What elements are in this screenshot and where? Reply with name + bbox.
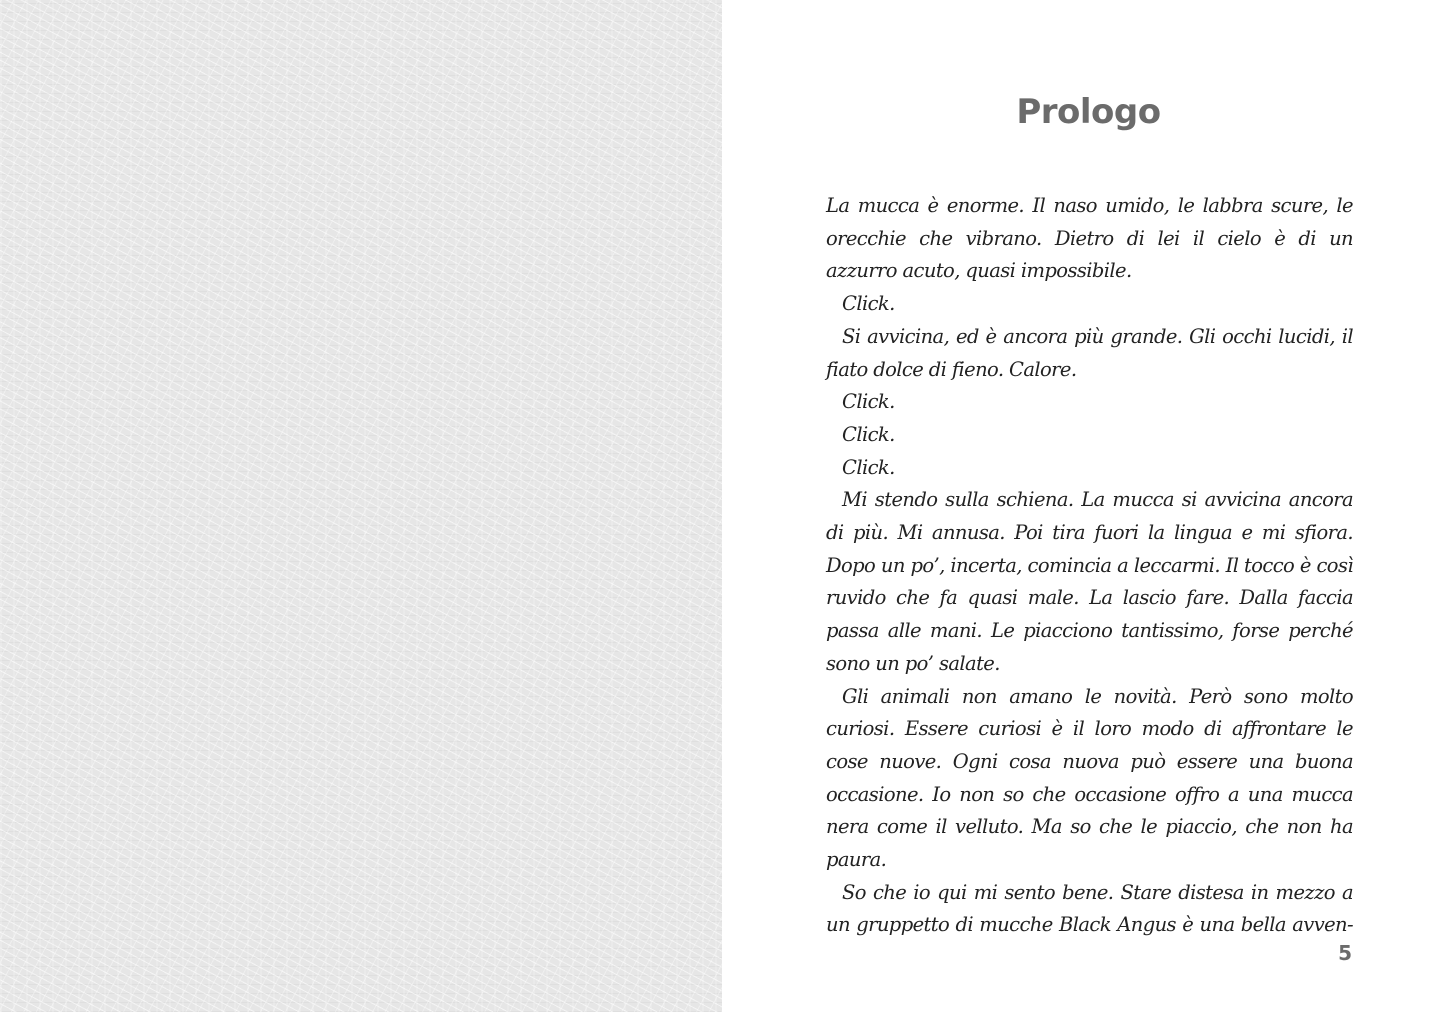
text-page (722, 0, 1445, 1012)
decorative-textured-page (0, 0, 722, 1012)
chapter-title: Prologo (1016, 92, 1161, 132)
paragraph: Click. (842, 422, 895, 446)
paragraph: Click. (842, 390, 895, 414)
paragraph: Click. (842, 292, 895, 316)
paragraph: Mi stendo sulla schiena. La mucca si avvicina ancora di più. Mi annusa. Poi tira fuori la lingua e mi sfiora. Dopo un po’, incerta, comincia a leccarmi. Il tocco è così ruvido che fa quasi male. La lascio fare. Dalla faccia passa alle mani. Le piacciono tantissimo, forse perché sono un po’ salate. (826, 488, 1353, 675)
chapter-body (826, 190, 1353, 942)
page-number: 5 (1338, 941, 1352, 965)
paragraph: Click. (842, 455, 895, 479)
paragraph: La mucca è enorme. Il naso umido, le labbra scure, le orecchie che vibrano. Dietro di lei il cielo è di un azzurro acuto, quasi impossibile. (826, 194, 1353, 283)
paragraph: Gli animali non amano le novità. Però sono molto curiosi. Essere curiosi è il loro modo di affrontare le cose nuove. Ogni cosa nuova può essere una buona occasione. Io non so che occasione offro a una mucca nera come il velluto. Ma so che le piaccio, che non ha paura. (826, 684, 1353, 872)
paragraph: Si avvicina, ed è ancora più grande. Gli occhi lucidi, il fiato dolce di fieno. Calore. (826, 324, 1353, 381)
paragraph: So che io qui mi sento bene. Stare distesa in mezzo a un gruppetto di mucche Black Angus è una bella avven- (826, 880, 1353, 937)
